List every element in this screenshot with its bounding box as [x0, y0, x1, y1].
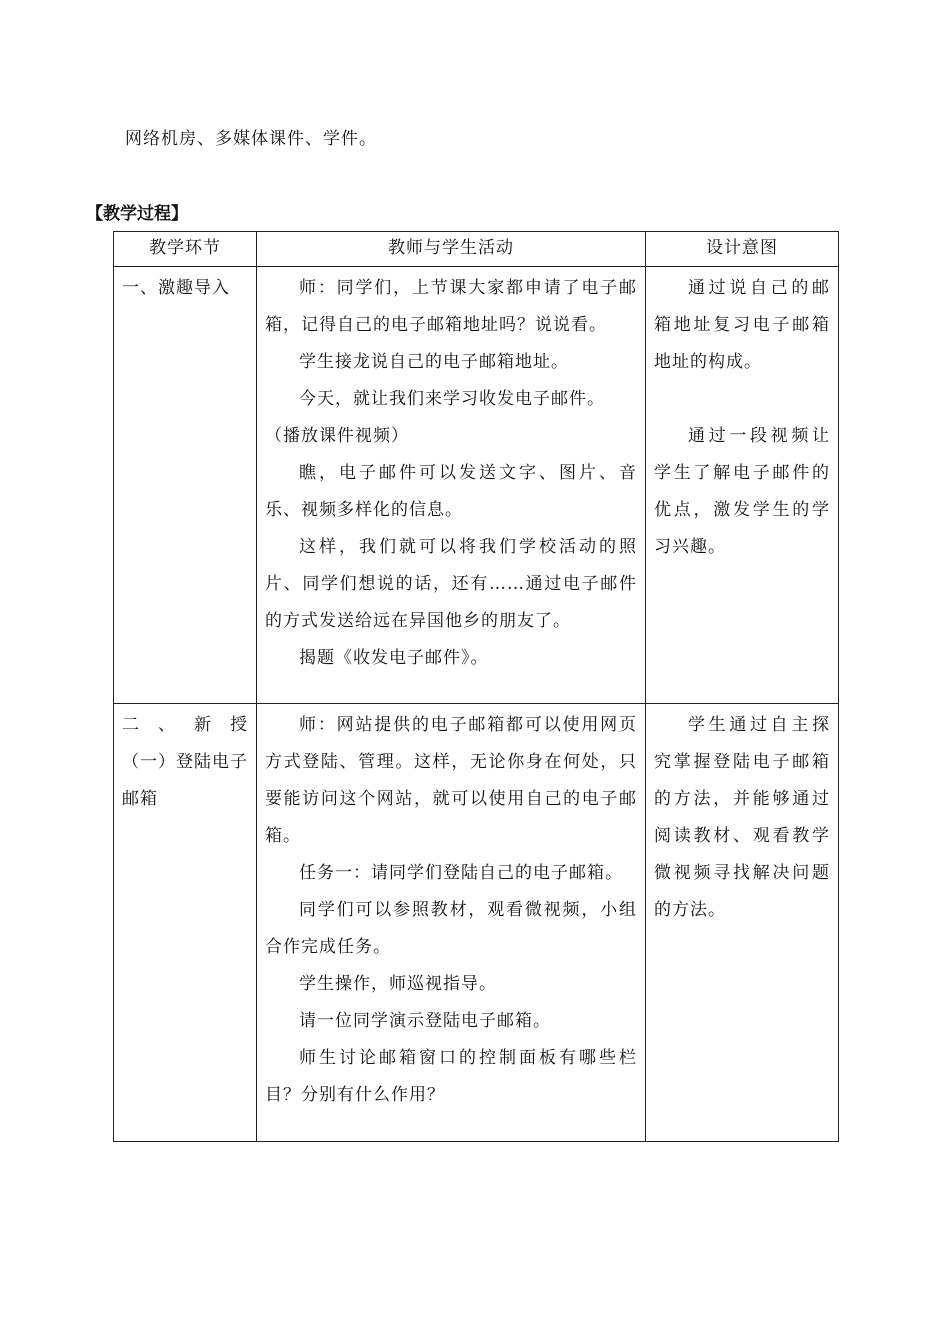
- intent-cell: [646, 704, 839, 1142]
- header-stage: 教学环节: [114, 232, 257, 267]
- intent-paragraph: 学生通过自主探究掌握登陆电子邮箱的方法，并能够通过阅读教材、观看教学微视频寻找解决问题的方法。: [654, 715, 830, 920]
- table-row: [114, 267, 839, 704]
- table-row: [114, 704, 839, 1142]
- stage-cell: [114, 704, 257, 1142]
- activity-paragraph: 任务一：请同学们登陆自己的电子邮箱。: [299, 863, 623, 883]
- teaching-process-table: [113, 231, 839, 1142]
- activity-paragraph: 瞧，电子邮件可以发送文字、图片、音乐、视频多样化的信息。: [265, 463, 637, 520]
- activity-paragraph: 师：网站提供的电子邮箱都可以使用网页方式登陆、管理。这样，无论你身在何处，只要能访问这个网站，就可以使用自己的电子邮箱。: [265, 715, 637, 846]
- intent-paragraph: 通过一段视频让学生了解电子邮件的优点，激发学生的学习兴趣。: [654, 426, 830, 557]
- intent-cell: [646, 267, 839, 704]
- intent-paragraph: 通过说自己的邮箱地址复习电子邮箱地址的构成。: [654, 278, 830, 372]
- activity-paragraph: 学生操作，师巡视指导。: [299, 974, 497, 994]
- activity-paragraph: 请一位同学演示登陆电子邮箱。: [299, 1011, 551, 1031]
- activity-paragraph: （播放课件视频）: [265, 426, 409, 446]
- header-activities: 教师与学生活动: [257, 232, 646, 267]
- stage-sublabel: （一）登陆电子邮箱: [122, 752, 248, 809]
- activity-paragraph: 今天，就让我们来学习收发电子邮件。: [299, 389, 605, 409]
- stage-label: 一、激趣导入: [122, 278, 230, 298]
- activities-cell: [257, 704, 646, 1142]
- resources-line: 网络机房、多媒体课件、学件。: [125, 129, 377, 149]
- activities-cell: [257, 267, 646, 704]
- paragraph-spacer: [654, 381, 830, 418]
- section-title: 【教学过程】: [86, 204, 188, 224]
- stage-label: 二 、 新 授: [122, 715, 248, 735]
- activity-paragraph: 师：同学们，上节课大家都申请了电子邮箱，记得自己的电子邮箱地址吗？说说看。: [265, 278, 637, 335]
- activity-paragraph: 揭题《收发电子邮件》。: [299, 648, 489, 668]
- activity-paragraph: 这样，我们就可以将我们学校活动的照片、同学们想说的话，还有……通过电子邮件的方式发送给远在异国他乡的朋友了。: [265, 537, 637, 631]
- header-intent: 设计意图: [646, 232, 839, 267]
- activity-paragraph: 师生讨论邮箱窗口的控制面板有哪些栏目？分别有什么作用？: [265, 1048, 637, 1105]
- stage-cell: [114, 267, 257, 704]
- activity-paragraph: 同学们可以参照教材，观看微视频，小组合作完成任务。: [265, 900, 637, 957]
- activity-paragraph: 学生接龙说自己的电子邮箱地址。: [299, 352, 569, 372]
- table-header-row: [114, 232, 839, 267]
